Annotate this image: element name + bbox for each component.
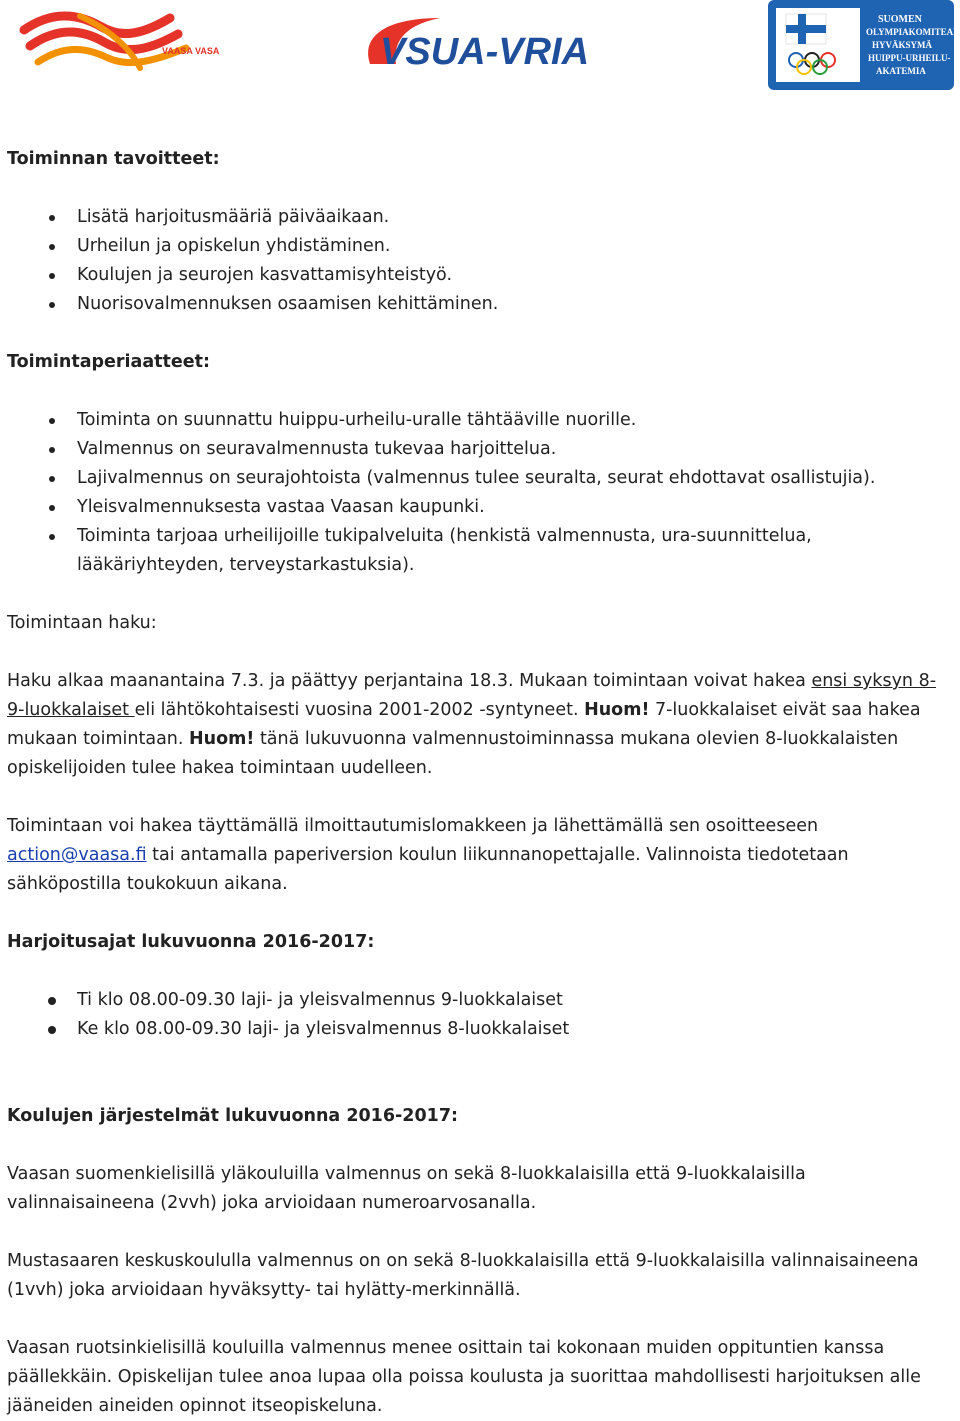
schools-paragraph: Vaasan ruotsinkielisillä kouluilla valmennus menee osittain tai kokonaan muiden oppituntien kanssa päällekkäin. Opiskelijan tulee anoa lupaa olla poissa koulusta ja suorittaa mahdollisesti harjoituksen alle jääneiden aineiden opinnot itseopiskeluna. — [7, 1338, 921, 1416]
training-heading: Harjoitusajat lukuvuonna 2016-2017: — [7, 932, 375, 952]
list-item: Koulujen ja seurojen kasvattamisyhteistyö. — [7, 261, 952, 290]
vsua-logo-text: VSUA-VRIA — [380, 31, 590, 73]
vaasa-logo-text: VAASA VASA — [162, 46, 220, 56]
list-item: Toiminta on suunnattu huippu-urheilu-uralle tähtääville nuorille. — [7, 406, 952, 435]
document-body — [7, 145, 952, 1421]
schools-paragraph: Mustasaaren keskuskoululla valmennus on on sekä 8-luokkalaisilla että 9-luokkalaisilla valinnaisaineena (1vvh) joka arvioidaan hyväksytty- tai hylätty-merkinnällä. — [7, 1251, 919, 1300]
list-item: Toiminta tarjoaa urheilijoille tukipalveluita (henkistä valmennusta, ura-suunnittelua, lääkäriyhteyden, terveystarkastuksia). — [7, 522, 952, 580]
olympic-line-1: SUOMEN — [878, 14, 922, 25]
finnish-flag-icon — [786, 14, 826, 44]
list-item: Lisätä harjoitusmääriä päiväaikaan. — [7, 203, 952, 232]
list-item: Urheilun ja opiskelun yhdistäminen. — [7, 232, 952, 261]
principles-list — [7, 406, 952, 580]
application-paragraph: Haku alkaa maanantaina 7.3. ja päättyy perjantaina 18.3. Mukaan toimintaan voivat hakea ensi syksyn 8-9-luokkalaiset eli lähtökohtaisesti vuosina 2001-2002 -syntyneet. Huom! 7-luokkalaiset eivät saa hakea mukaan toimintaan. Huom! tänä lukuvuonna valmennustoiminnassa mukana olevien 8-luokkalaisten opiskelijoiden tulee hakea toimintaan uudelleen. — [7, 671, 937, 778]
vaasa-logo — [20, 8, 220, 72]
list-item: Yleisvalmennuksesta vastaa Vaasan kaupunki. — [7, 493, 952, 522]
huom-label: Huom! — [189, 729, 255, 749]
goals-heading: Toiminnan tavoitteet: — [7, 149, 220, 169]
olympic-line-4: HUIPPU-URHEILU- — [868, 53, 951, 63]
application-instructions: Toimintaan voi hakea täyttämällä ilmoittautumislomakkeen ja lähettämällä sen osoitteeseen action@vaasa.fi tai antamalla paperiversion koulun liikunnanopettajalle. Valinnoista tiedotetaan sähköpostilla toukokuun aikana. — [7, 816, 849, 894]
underlined-text: ensi syksyn 8-9-luokkalaiset — [7, 671, 937, 720]
principles-heading: Toimintaperiaatteet: — [7, 352, 210, 372]
application-heading: Toimintaan haku: — [7, 613, 157, 633]
goals-list — [7, 203, 952, 319]
list-item: Ti klo 08.00-09.30 laji- ja yleisvalmennus 9-luokkalaiset — [7, 986, 952, 1015]
vaasa-wave-icon — [24, 16, 186, 68]
huom-label: Huom! — [584, 700, 650, 720]
vsua-logo — [330, 14, 630, 76]
olympic-line-5: AKATEMIA — [876, 66, 926, 76]
list-item: Valmennus on seuravalmennusta tukevaa harjoittelua. — [7, 435, 952, 464]
list-item: Nuorisovalmennuksen osaamisen kehittäminen. — [7, 290, 952, 319]
olympic-line-2: OLYMPIAKOMITEAN — [866, 27, 960, 37]
list-item: Lajivalmennus on seurajohtoista (valmennus tulee seuralta, seurat ehdottavat osallistujia). — [7, 464, 952, 493]
training-list — [7, 986, 952, 1044]
schools-paragraph: Vaasan suomenkielisillä yläkouluilla valmennus on sekä 8-luokkalaisilla että 9-luokkalaisilla valinnaisaineena (2vvh) joka arvioidaan numeroarvosanalla. — [7, 1164, 806, 1213]
list-item: Ke klo 08.00-09.30 laji- ja yleisvalmennus 8-luokkalaiset — [7, 1015, 952, 1044]
schools-heading: Koulujen järjestelmät lukuvuonna 2016-2017: — [7, 1106, 459, 1126]
olympic-line-3: HYVÄKSYMÄ — [872, 40, 932, 50]
olympic-academy-logo — [768, 0, 960, 90]
logo-bar — [0, 0, 960, 100]
email-link[interactable]: action@vaasa.fi — [7, 845, 147, 865]
